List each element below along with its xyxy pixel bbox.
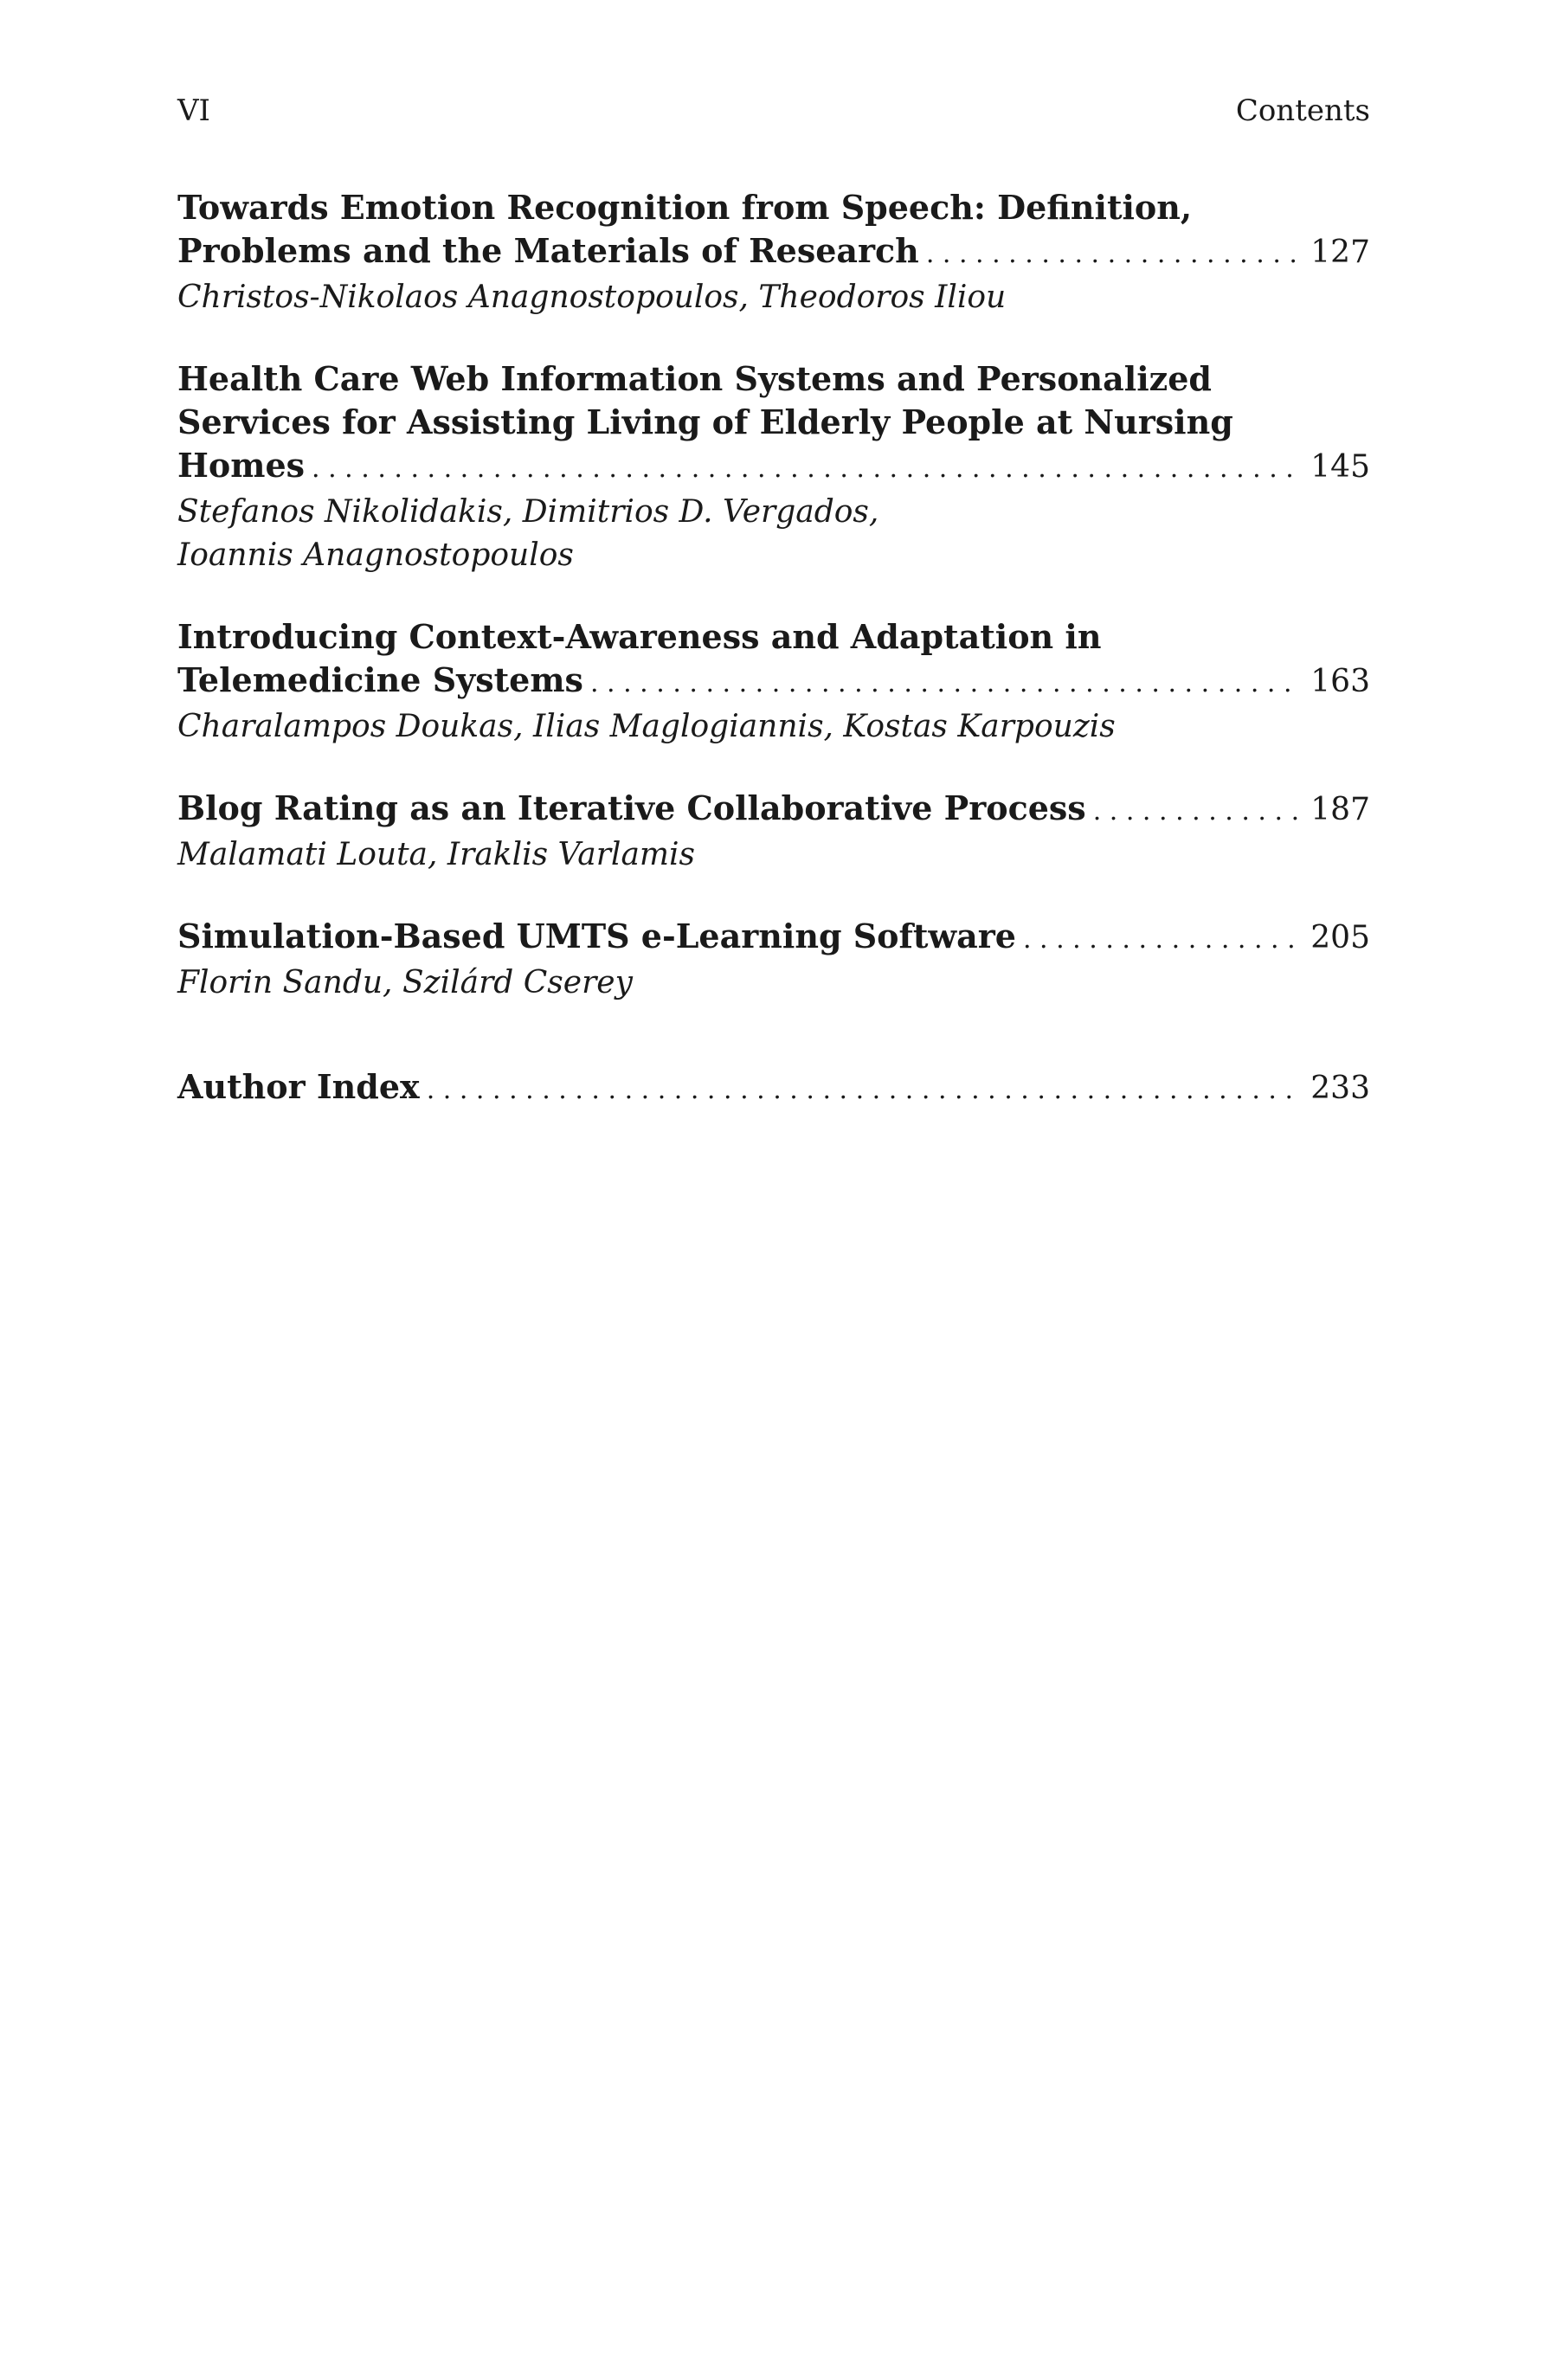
entry-authors: Charalampos Doukas, Ilias Maglogiannis, Kostas Karpouzis xyxy=(177,709,1116,744)
entry-authors: Christos-Nikolaos Anagnostopoulos, Theodoros Iliou xyxy=(177,280,1007,315)
entry-title-text: Problems and the Materials of Research xyxy=(177,231,919,270)
toc-entry xyxy=(177,357,1370,577)
leader-dots xyxy=(427,1069,1301,1112)
author-index-line[interactable] xyxy=(177,1065,1370,1112)
author-index-page-number: 233 xyxy=(1310,1071,1370,1106)
entry-page-number: 127 xyxy=(1310,235,1370,270)
running-head xyxy=(177,93,1370,128)
entry-page-number: 163 xyxy=(1310,664,1370,699)
entry-authors: Ioannis Anagnostopoulos xyxy=(177,537,574,573)
toc-entry xyxy=(177,787,1370,877)
leader-dots xyxy=(312,447,1300,491)
entry-title-text: Simulation-Based UMTS e-Learning Software xyxy=(177,917,1016,955)
entry-title-last-line[interactable] xyxy=(177,787,1370,833)
leader-dots xyxy=(926,233,1300,276)
entry-page-number: 205 xyxy=(1310,920,1370,955)
entry-title-last-line[interactable] xyxy=(177,659,1370,705)
toc-entry xyxy=(177,915,1370,1005)
entry-title-line: Services for Assisting Living of Elderly People at Nursing xyxy=(177,402,1233,441)
entry-title-last-line[interactable] xyxy=(177,444,1370,491)
entry-title-text: Telemedicine Systems xyxy=(177,660,583,699)
entry-authors: Stefanos Nikolidakis, Dimitrios D. Vergados, xyxy=(177,494,879,530)
author-index-label: Author Index xyxy=(177,1067,420,1106)
table-of-contents xyxy=(177,186,1370,1150)
entry-title-line: Health Care Web Information Systems and Personalized xyxy=(177,359,1212,398)
entry-title-last-line[interactable] xyxy=(177,915,1370,962)
entry-authors: Florin Sandu, Szilárd Cserey xyxy=(177,965,633,1000)
entry-page-number: 145 xyxy=(1310,449,1370,485)
toc-entry-author-index xyxy=(177,1065,1370,1112)
leader-dots xyxy=(1093,790,1301,833)
entry-title-line: Towards Emotion Recognition from Speech: Definition, xyxy=(177,188,1193,227)
leader-dots xyxy=(1023,918,1300,962)
entry-authors: Malamati Louta, Iraklis Varlamis xyxy=(177,837,696,872)
entry-title-text: Blog Rating as an Iterative Collaborative Process xyxy=(177,788,1086,827)
entry-title-last-line[interactable] xyxy=(177,229,1370,276)
toc-entry xyxy=(177,615,1370,749)
page-number-roman: VI xyxy=(177,93,210,128)
leader-dots xyxy=(590,662,1300,705)
running-title: Contents xyxy=(1235,93,1370,128)
entry-title-line: Introducing Context-Awareness and Adaptation in xyxy=(177,617,1102,656)
entry-page-number: 187 xyxy=(1310,792,1370,827)
toc-entry xyxy=(177,186,1370,319)
entry-title-text: Homes xyxy=(177,446,306,485)
